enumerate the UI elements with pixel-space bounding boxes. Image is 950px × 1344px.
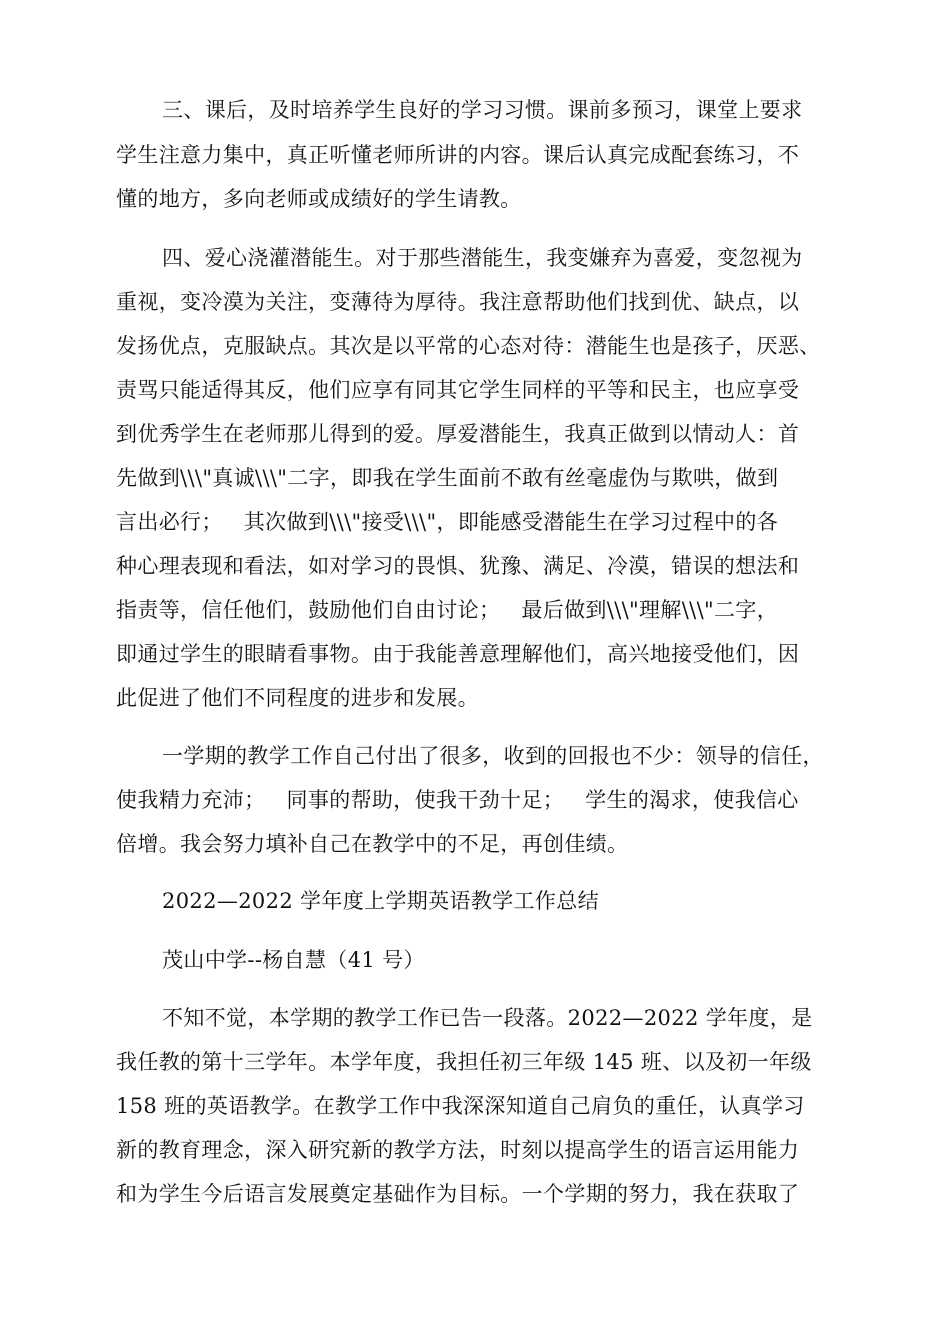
- text-line: 学生注意力集中，真正听懂老师所讲的内容。课后认真完成配套练习，不: [116, 143, 800, 167]
- text-line: 158 班的英语教学。在教学工作中我深深知道自己肩负的重任，认真学习: [116, 1094, 805, 1118]
- text-line: 三、课后，及时培养学生良好的学习习惯。课前多预习，课堂上要求: [162, 98, 803, 122]
- text-line: 言出必行； 其次做到\\\"接受\\\"，即能感受潜能生在学习过程中的各: [116, 510, 779, 534]
- text-line: 懂的地方，多向老师或成绩好的学生请教。: [116, 187, 522, 211]
- text-line: 和为学生今后语言发展奠定基础作为目标。一个学期的努力，我在获取了: [116, 1182, 800, 1206]
- text-line: 倍增。我会努力填补自己在教学中的不足，再创佳绩。: [116, 832, 629, 856]
- text-line: 不知不觉，本学期的教学工作已告一段落。2022—2022 学年度，是: [162, 1006, 813, 1030]
- text-line: 到优秀学生在老师那儿得到的爱。厚爱潜能生，我真正做到以情动人：首: [116, 422, 800, 446]
- text-line: 即通过学生的眼睛看事物。由于我能善意理解他们，高兴地接受他们，因: [116, 642, 800, 666]
- author-line: 茂山中学--杨自慧（41 号）: [162, 948, 425, 972]
- text-line: 重视，变冷漠为关注，变薄待为厚待。我注意帮助他们找到优、缺点，以: [116, 290, 800, 314]
- text-line: 责骂只能适得其反，他们应享有同其它学生同样的平等和民主，也应享受: [116, 378, 800, 402]
- text-line: 发扬优点，克服缺点。其次是以平常的心态对待：潜能生也是孩子，厌恶、: [116, 334, 821, 358]
- text-line: 此促进了他们不同程度的进步和发展。: [116, 686, 479, 710]
- text-line: 我任教的第十三学年。本学年度，我担任初三年级 145 班、以及初一年级: [116, 1050, 812, 1074]
- text-line: 种心理表现和看法，如对学习的畏惧、犹豫、满足、冷漠，错误的想法和: [116, 554, 800, 578]
- text-line: 一学期的教学工作自己付出了很多，收到的回报也不少：领导的信任，: [162, 744, 824, 768]
- text-line: 新的教育理念，深入研究新的教学方法，时刻以提高学生的语言运用能力: [116, 1138, 800, 1162]
- report-title: 2022—2022 学年度上学期英语教学工作总结: [162, 889, 599, 913]
- text-line: 四、爱心浇灌潜能生。对于那些潜能生，我变嫌弃为喜爱，变忽视为: [162, 246, 803, 270]
- text-line: 指责等，信任他们，鼓励他们自由讨论； 最后做到\\\"理解\\\"二字，: [116, 598, 779, 622]
- text-line: 使我精力充沛； 同事的帮助，使我干劲十足； 学生的渴求，使我信心: [116, 788, 799, 812]
- text-line: 先做到\\\"真诚\\\"二字，即我在学生面前不敢有丝毫虚伪与欺哄，做到: [116, 466, 779, 490]
